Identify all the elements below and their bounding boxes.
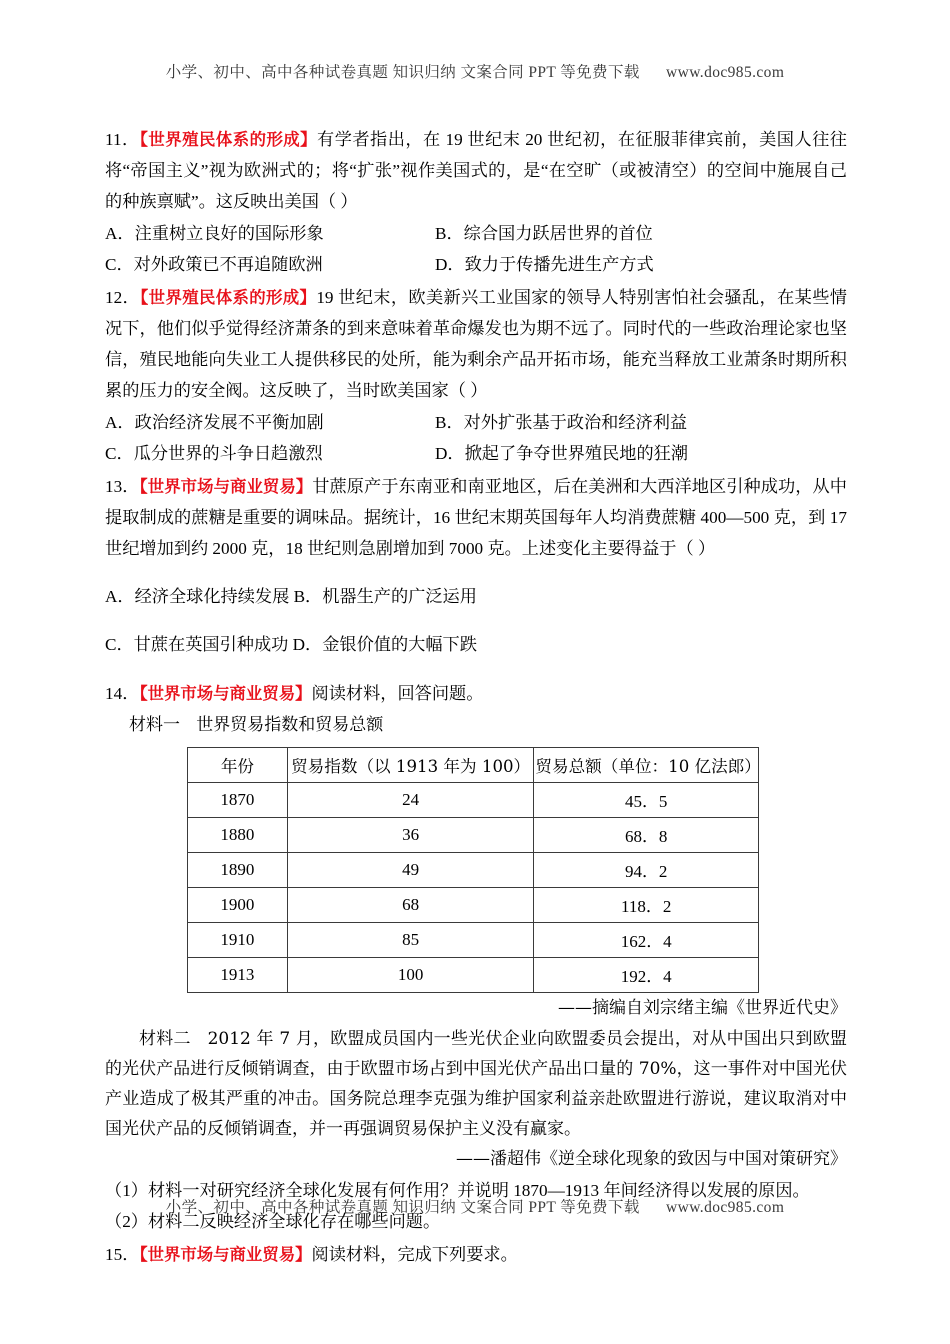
material-one-source: ——摘编自刘宗绪主编《世界近代史》 — [558, 997, 847, 1018]
question-13-options-row-1[interactable]: A．经济全球化持续发展 B．机器生产的广泛运用 — [105, 587, 477, 607]
question-11 — [105, 124, 847, 217]
sub-question-1: （1）材料一对研究经济全球化发展有何作用？并说明 1870—1913 年间经济得以发展的原因。 — [105, 1180, 810, 1200]
question-11-option-a[interactable]: A．注重树立良好的国际形象 — [105, 224, 324, 243]
running-header — [0, 60, 950, 82]
question-12-tag: 【世界殖民体系的形成】 — [140, 288, 317, 307]
question-14-number: 14． — [105, 683, 140, 703]
table-row — [188, 887, 759, 922]
table-header-index: 贸易指数（以 1913 年为 100） — [287, 747, 534, 782]
cell-total: 68．8 — [534, 817, 759, 852]
running-footer-text: 小学、初中、高中各种试卷真题 知识归纳 文案合同 PPT 等免费下载 — [165, 1199, 640, 1216]
cell-index: 49 — [287, 852, 534, 887]
cell-index: 85 — [287, 922, 534, 957]
cell-year: 1900 — [188, 887, 288, 922]
question-12-option-d[interactable]: D．掀起了争夺世界殖民地的狂潮 — [435, 444, 689, 463]
question-14-stem: 阅读材料，回答问题。 — [311, 683, 484, 703]
table-header-total: 贸易总额（单位：10 亿法郎） — [534, 747, 759, 782]
material-two-source: ——潘超伟《逆全球化现象的致因与中国对策研究》 — [456, 1148, 847, 1169]
cell-index: 24 — [287, 782, 534, 817]
question-15-tag: 【世界市场与商业贸易】 — [139, 1244, 312, 1264]
table-header-row — [188, 747, 759, 782]
material-one-caption: 世界贸易指数和贸易总额 — [196, 714, 384, 735]
question-14 — [105, 678, 847, 709]
cell-year: 1913 — [188, 957, 288, 992]
cell-year: 1890 — [188, 852, 288, 887]
material-two-label: 材料二 — [139, 1028, 191, 1049]
question-12 — [105, 282, 847, 406]
cell-year: 1870 — [188, 782, 288, 817]
running-header-url: www.doc985.com — [666, 64, 785, 81]
sub-question-2: （2）材料二反映经济全球化存在哪些问题。 — [105, 1211, 441, 1231]
cell-total: 94．2 — [534, 852, 759, 887]
cell-index: 36 — [287, 817, 534, 852]
table-row — [188, 922, 759, 957]
question-13-options-row-2[interactable]: C．甘蔗在英国引种成功 D．金银价值的大幅下跌 — [105, 635, 477, 655]
question-11-options — [105, 218, 847, 280]
cell-total: 118．2 — [534, 887, 759, 922]
question-14-tag: 【世界市场与商业贸易】 — [139, 683, 312, 703]
question-13-stem: 甘蔗原产于东南亚和南亚地区，后在美洲和大西洋地区引种成功，从中提取制成的蔗糖是重要的调味品。据统计，16 世纪末期英国每年人均消费蔗糖 400—500 克，到 17 世纪增加到约 2000 克，18 世纪则急剧增加到 7000 克。上述变化主要得益于（ ） — [105, 477, 847, 558]
cell-year: 1880 — [188, 817, 288, 852]
question-11-tag: 【世界殖民体系的形成】 — [139, 130, 318, 149]
question-13-number: 13． — [105, 477, 140, 496]
running-footer — [0, 1195, 950, 1217]
question-12-options — [105, 407, 847, 469]
material-two — [105, 1024, 847, 1144]
question-12-option-c[interactable]: C．瓜分世界的斗争日趋激烈 — [105, 444, 323, 463]
cell-index: 100 — [287, 957, 534, 992]
table-row — [188, 782, 759, 817]
question-12-options-row-1 — [105, 407, 847, 438]
question-12-number: 12． — [105, 288, 141, 307]
question-15-stem: 阅读材料，完成下列要求。 — [311, 1244, 518, 1264]
material-one-label-text: 材料一 — [129, 714, 180, 735]
cell-year: 1910 — [188, 922, 288, 957]
question-11-option-c[interactable]: C．对外政策已不再追随欧洲 — [105, 255, 323, 274]
table-row — [188, 817, 759, 852]
cell-total: 45．5 — [534, 782, 759, 817]
question-11-number: 11． — [105, 130, 140, 149]
question-11-options-row-1 — [105, 218, 847, 249]
material-one-label — [105, 710, 847, 741]
question-12-option-a[interactable]: A．政治经济发展不平衡加剧 — [105, 413, 324, 432]
question-11-options-row-2 — [105, 249, 847, 280]
question-12-stem: 19 世纪末，欧美新兴工业国家的领导人特别害怕社会骚乱，在某些情况下，他们似乎觉得经济萧条的到来意味着革命爆发也为期不远了。同时代的一些政治理论家也坚信，殖民地能向失业工人提供移民的处所，能为剩余产品开拓市场，能充当释放工业萧条时期所积累的压力的安全阀。这反映了，当时欧美国家（ ） — [105, 288, 847, 400]
question-15 — [105, 1239, 847, 1270]
question-12-option-b[interactable]: B．对外扩张基于政治和经济利益 — [435, 413, 688, 432]
running-footer-url: www.doc985.com — [666, 1199, 785, 1216]
material-two-text: 2012 年 7 月，欧盟成员国内一些光伏企业向欧盟委员会提出，对从中国出只到欧盟的光伏产品进行反倾销调查，由于欧盟市场占到中国光伏产品出口量的 70%，这一事件对中国光伏产业造成了极其严重的冲击。国务院总理李克强为维护国家利益亲赴欧盟进行游说，建议取消对中国光伏产品的反倾销调查，并一再强调贸易保护主义没有赢家。 — [105, 1028, 847, 1139]
question-11-option-b[interactable]: B．综合国力跃居世界的首位 — [435, 224, 653, 243]
cell-total: 162．4 — [534, 922, 759, 957]
cell-index: 68 — [287, 887, 534, 922]
question-13-tag: 【世界市场与商业贸易】 — [139, 477, 313, 496]
running-header-text: 小学、初中、高中各种试卷真题 知识归纳 文案合同 PPT 等免费下载 — [165, 64, 640, 81]
table-row — [188, 957, 759, 992]
document-body — [105, 124, 847, 1271]
cell-total: 192．4 — [534, 957, 759, 992]
question-11-option-d[interactable]: D．致力于传播先进生产方式 — [435, 255, 654, 274]
table-header-year: 年份 — [188, 747, 288, 782]
table-row — [188, 852, 759, 887]
question-12-options-row-2 — [105, 438, 847, 469]
question-11-stem: 有学者指出，在 19 世纪末 20 世纪初，在征服菲律宾前，美国人往往将“帝国主义”视为欧洲式的；将“扩张”视作美国式的，是“在空旷（或被清空）的空间中施展自己的种族禀赋”。这反映出美国（ ） — [105, 130, 847, 211]
question-13 — [105, 471, 847, 564]
trade-data-table — [187, 747, 759, 993]
question-15-number: 15． — [105, 1244, 140, 1264]
